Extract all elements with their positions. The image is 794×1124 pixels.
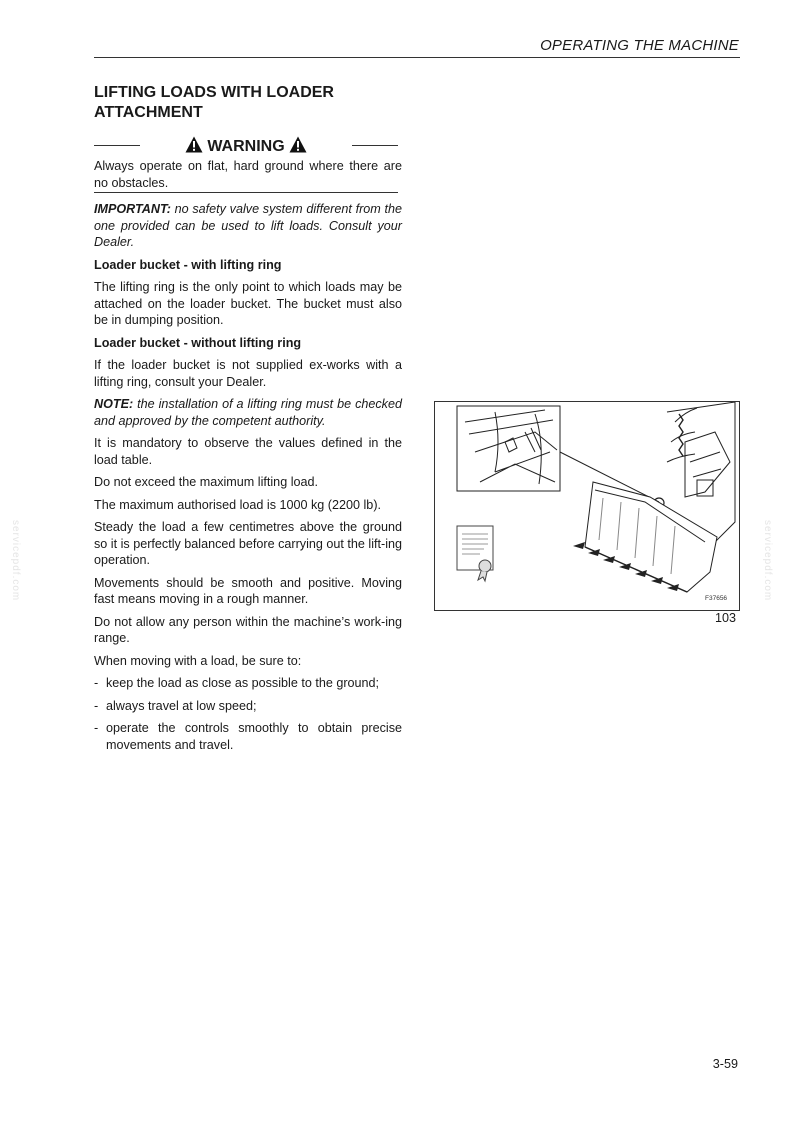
with-ring-heading: Loader bucket - with lifting ring bbox=[94, 257, 282, 272]
body-paragraph: The maximum authorised load is 1000 kg (2200 lb). bbox=[94, 497, 382, 512]
important-label: IMPORTANT: bbox=[94, 202, 171, 216]
section-title-line1: LIFTING LOADS WITH LOADER bbox=[94, 84, 334, 101]
note-paragraph bbox=[94, 396, 402, 429]
body-paragraph: Steady the load a few centimetres above the ground so it is perfectly balanced before carrying out the lift-ing operation. bbox=[94, 520, 403, 567]
list-item: - keep the load as close as possible to the ground; bbox=[94, 676, 380, 690]
warning-rule bbox=[94, 192, 398, 193]
warning-label: WARNING bbox=[207, 138, 285, 155]
section-title-line2: ATTACHMENT bbox=[94, 104, 203, 121]
warning-triangle-icon bbox=[289, 136, 307, 153]
important-paragraph bbox=[94, 201, 402, 251]
certificate-icon bbox=[457, 526, 493, 581]
without-ring-heading: Loader bucket - without lifting ring bbox=[94, 335, 302, 350]
body-paragraph: Do not exceed the maximum lifting load. bbox=[94, 475, 319, 489]
page-number: 3-59 bbox=[712, 1057, 738, 1071]
warning-triangle-icon bbox=[185, 136, 203, 153]
body-paragraph: Do not allow any person within the machine’s work-ing range. bbox=[94, 614, 402, 645]
body-paragraph: When moving with a load, be sure to: bbox=[94, 653, 302, 668]
without-ring-text: If the loader bucket is not supplied ex-works with a lifting ring, consult your Dealer. bbox=[94, 358, 402, 389]
section-title bbox=[94, 83, 394, 123]
note-label: NOTE: bbox=[94, 397, 134, 411]
important-text: no safety valve system different from the one provided can be used to lift loads. Consult your Dealer. bbox=[94, 202, 402, 249]
lifting-ring-detail-inset bbox=[457, 406, 560, 491]
header-title: OPERATING THE MACHINE bbox=[540, 37, 739, 54]
watermark-left: servicepdf.com bbox=[10, 520, 21, 602]
main-column bbox=[94, 201, 402, 759]
body-paragraph: Movements should be smooth and positive. Moving fast means moving in a rough manner. bbox=[94, 575, 402, 606]
body-paragraph: It is mandatory to observe the values defined in the load table. bbox=[94, 436, 402, 467]
warning-line-right bbox=[352, 145, 398, 146]
loader-bucket-figure bbox=[434, 401, 740, 611]
warning-banner bbox=[94, 134, 398, 158]
list-item: - operate the controls smoothly to obtain precise movements and travel. bbox=[94, 721, 402, 752]
list-item: - always travel at low speed; bbox=[94, 698, 257, 713]
note-text: the installation of a lifting ring must be checked and approved by the competent authority. bbox=[94, 397, 402, 428]
figure-code: F37656 bbox=[705, 595, 728, 602]
figure-number: 103 bbox=[715, 611, 737, 625]
watermark-right: servicepdf.com bbox=[762, 520, 773, 602]
header-rule bbox=[94, 57, 740, 58]
loader-bucket-illustration bbox=[435, 402, 739, 610]
with-ring-text: The lifting ring is the only point to which loads may be attached on the loader bucket. The bucket must also be in dumping position. bbox=[94, 280, 402, 327]
warning-text: Always operate on flat, hard ground where there are no obstacles. bbox=[94, 159, 402, 190]
